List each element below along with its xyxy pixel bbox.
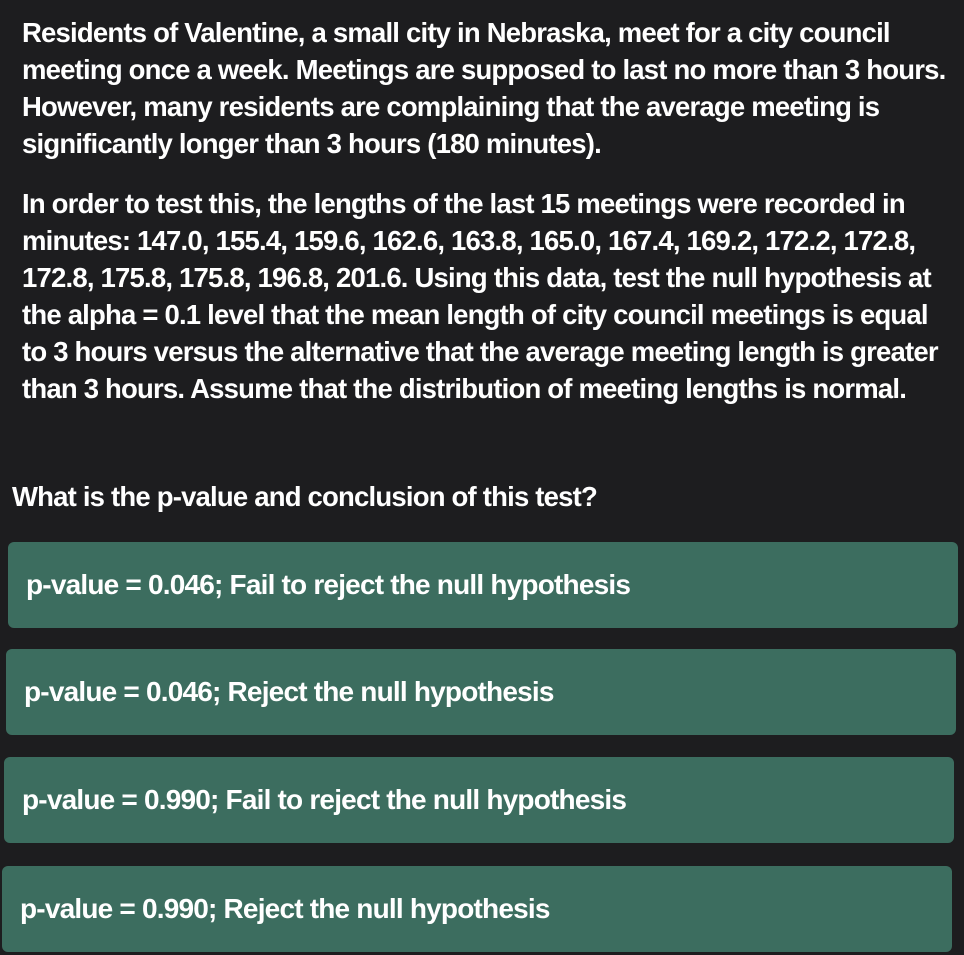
answer-option-label: p-value = 0.046; Fail to reject the null hypothesis	[26, 569, 631, 600]
question-prompt: What is the p-value and conclusion of this test?	[12, 481, 597, 512]
answer-option-2[interactable]	[6, 649, 956, 735]
answer-option-label: p-value = 0.990; Reject the null hypothesis	[20, 893, 550, 924]
question-paragraph-context: Residents of Valentine, a small city in Nebraska, meet for a city council meeting once a week. Meetings are supposed to last no more than 3 hours. However, many residents are complaining that the average meeting is significantly longer than 3 hours (180 minutes).	[22, 17, 946, 159]
answer-option-label: p-value = 0.990; Fail to reject the null hypothesis	[22, 784, 627, 815]
answer-option-3[interactable]	[4, 757, 954, 843]
answer-option-4[interactable]	[2, 866, 952, 952]
answer-option-label: p-value = 0.046; Reject the null hypothesis	[24, 676, 554, 707]
answer-option-1[interactable]	[8, 542, 958, 628]
question-text	[22, 14, 947, 407]
question-paragraph-data: In order to test this, the lengths of the last 15 meetings were recorded in minutes: 147.0, 155.4, 159.6, 162.6, 163.8, 165.0, 167.4, 169.2, 172.2, 172.8, 172.8, 175.8, 175.8, 196.8, 201.6. Using this data, test the null hypothesis at the alpha = 0.1 level that the mean length of city council meetings is equal to 3 hours versus the alternative that the average meeting length is greater than 3 hours. Assume that the distribution of meeting lengths is normal.	[22, 188, 938, 404]
